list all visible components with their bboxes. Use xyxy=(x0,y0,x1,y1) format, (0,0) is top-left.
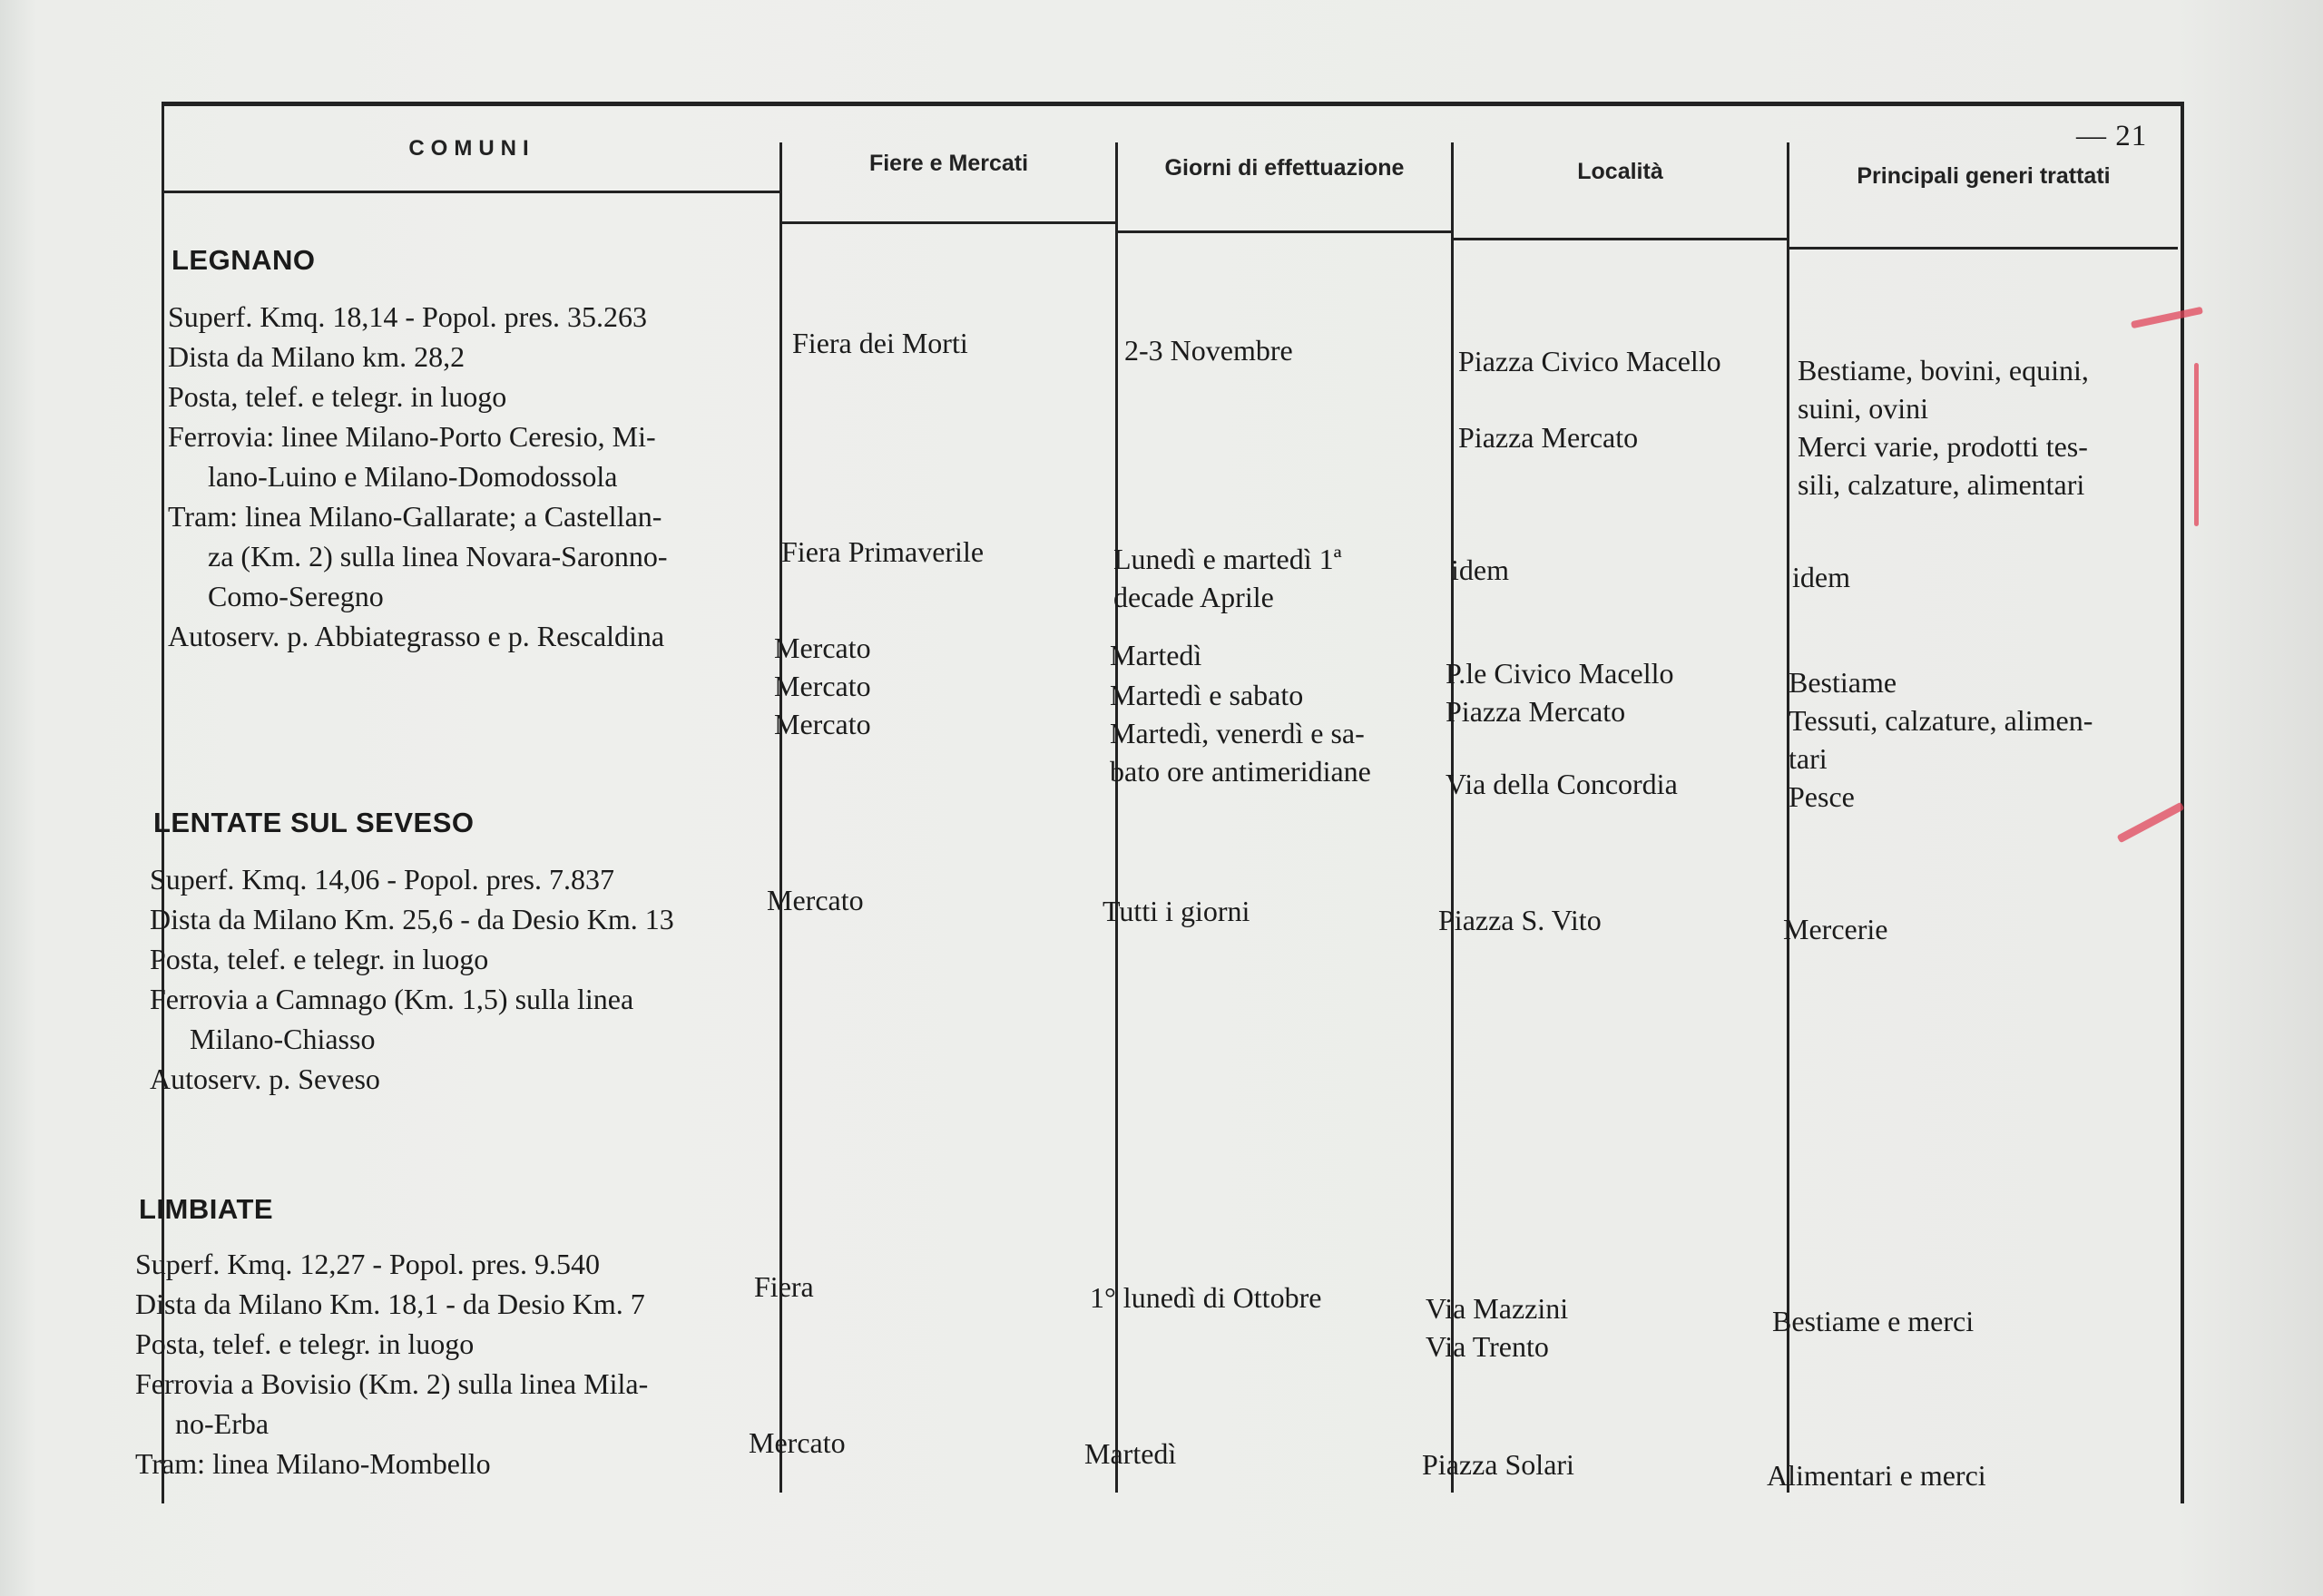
fiera-cell: Fiera xyxy=(754,1270,814,1303)
generi-cell: Mercerie xyxy=(1783,913,1888,945)
generi-cell: Pesce xyxy=(1789,780,1855,813)
generi-cell: sili, calzature, alimentari xyxy=(1798,468,2085,501)
town-info xyxy=(168,297,667,656)
info-line: Como-Seregno xyxy=(208,580,384,612)
info-line: Superf. Kmq. 18,14 - Popol. pres. 35.263 xyxy=(168,300,647,333)
info-line: lano-Luino e Milano-Domodossola xyxy=(208,460,618,493)
info-line: Posta, telef. e telegr. in luogo xyxy=(135,1327,475,1360)
localita-cell: Piazza Mercato xyxy=(1446,695,1626,728)
generi-cell: Alimentari e merci xyxy=(1767,1459,1986,1492)
fiera-cell: Mercato xyxy=(774,670,871,702)
generi-cell: tari xyxy=(1789,742,1828,775)
header-comuni: COMUNI xyxy=(164,106,779,193)
header-generi: Principali generi trattati xyxy=(1789,106,2178,250)
giorni-cell: bato ore antimeridiane xyxy=(1110,755,1371,788)
info-line: Superf. Kmq. 12,27 - Popol. pres. 9.540 xyxy=(135,1248,600,1280)
info-line: Posta, telef. e telegr. in luogo xyxy=(168,380,507,413)
localita-cell: Piazza Solari xyxy=(1422,1448,1574,1481)
giorni-cell: Martedì xyxy=(1110,639,1202,671)
generi-cell: Tessuti, calzature, alimen- xyxy=(1789,704,2093,737)
generi-cell: Bestiame e merci xyxy=(1772,1305,1975,1337)
generi-cell: suini, ovini xyxy=(1798,392,1929,425)
red-pencil-mark xyxy=(2194,363,2199,526)
generi-cell: idem xyxy=(1792,561,1850,593)
fiera-cell: Fiera dei Morti xyxy=(792,327,968,359)
info-line: Dista da Milano km. 28,2 xyxy=(168,340,466,373)
giorni-cell: Tutti i giorni xyxy=(1103,895,1250,927)
generi-cell: Bestiame xyxy=(1789,666,1897,699)
giorni-cell: 1° lunedì di Ottobre xyxy=(1090,1281,1322,1314)
info-line: Superf. Kmq. 14,06 - Popol. pres. 7.837 xyxy=(150,863,614,896)
giorni-cell: Martedì e sabato xyxy=(1110,679,1304,711)
fiera-cell: Mercato xyxy=(774,632,871,664)
generi-cell: Merci varie, prodotti tes- xyxy=(1798,430,2088,463)
fiera-cell: Mercato xyxy=(749,1426,846,1459)
generi-cell: Bestiame, bovini, equini, xyxy=(1798,354,2089,387)
info-line: Milano-Chiasso xyxy=(190,1023,376,1055)
giorni-cell: decade Aprile xyxy=(1113,581,1274,613)
localita-cell: Via Trento xyxy=(1426,1330,1549,1363)
fiera-cell: Mercato xyxy=(767,884,864,916)
localita-cell: Piazza S. Vito xyxy=(1438,904,1602,936)
giorni-cell: Martedì, venerdì e sa- xyxy=(1110,717,1365,749)
page-number: — 21 xyxy=(2076,120,2148,152)
header-giorni: Giorni di effettuazione xyxy=(1118,106,1451,233)
fiera-cell: Fiera Primaverile xyxy=(781,535,985,568)
info-line: Tram: linea Milano-Gallarate; a Castellan- xyxy=(168,500,662,533)
town-name: LEGNANO xyxy=(172,244,316,276)
giorni-cell: Martedì xyxy=(1084,1437,1177,1470)
header-localita: Località xyxy=(1454,106,1787,240)
town-info xyxy=(150,859,674,1099)
giorni-cell: 2-3 Novembre xyxy=(1124,334,1293,367)
markets-table xyxy=(135,102,2184,1503)
localita-cell: P.le Civico Macello xyxy=(1446,657,1674,690)
localita-cell: Via della Concordia xyxy=(1446,768,1678,800)
info-line: Ferrovia: linee Milano-Porto Ceresio, Mi- xyxy=(168,420,656,453)
fiera-cell: Mercato xyxy=(774,708,871,740)
info-line: Dista da Milano Km. 18,1 - da Desio Km. 7 xyxy=(135,1288,645,1320)
localita-cell: Via Mazzini xyxy=(1426,1292,1569,1325)
localita-cell: Piazza Civico Macello xyxy=(1458,345,1721,377)
localita-cell: Piazza Mercato xyxy=(1458,421,1639,454)
info-line: Ferrovia a Camnago (Km. 1,5) sulla linea xyxy=(150,983,634,1015)
column-divider xyxy=(1787,142,1789,1493)
town-name: LIMBIATE xyxy=(139,1193,274,1225)
giorni-cell: Lunedì e martedì 1ª xyxy=(1113,543,1342,575)
town-info xyxy=(135,1244,648,1483)
info-line: no-Erba xyxy=(175,1407,270,1440)
info-line: Posta, telef. e telegr. in luogo xyxy=(150,943,489,975)
town-name: LENTATE SUL SEVESO xyxy=(153,807,475,838)
info-line: za (Km. 2) sulla linea Novara-Saronno- xyxy=(208,540,668,573)
info-line: Tram: linea Milano-Mombello xyxy=(135,1447,491,1480)
localita-cell: idem xyxy=(1451,553,1509,586)
info-line: Autoserv. p. Abbiategrasso e p. Rescaldina xyxy=(168,620,665,652)
info-line: Autoserv. p. Seveso xyxy=(150,1062,380,1095)
info-line: Dista da Milano Km. 25,6 - da Desio Km. 13 xyxy=(150,903,674,935)
header-fiere: Fiere e Mercati xyxy=(782,106,1115,224)
info-line: Ferrovia a Bovisio (Km. 2) sulla linea Mila- xyxy=(135,1367,649,1400)
